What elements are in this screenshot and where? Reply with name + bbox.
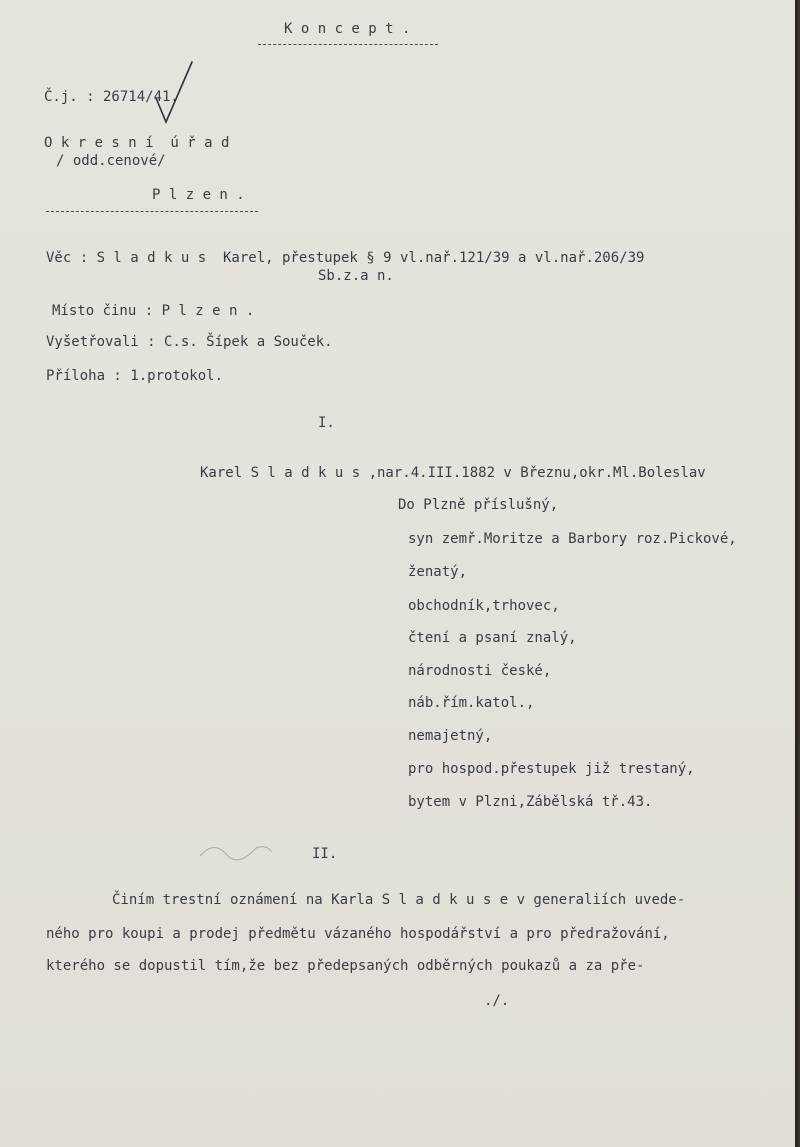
page-continuation-mark: ./. (484, 993, 510, 1009)
body-paragraph-line: kterého se dopustil tím,že bez předepsaných odběrných poukazů a za pře- (46, 958, 645, 974)
office-city: P l z e n . (152, 187, 245, 203)
title-underline (258, 44, 438, 45)
address-underline (46, 211, 258, 212)
personal-detail: nemajetný, (408, 728, 493, 744)
investigators: Vyšetřovali : C.s. Šípek a Souček. (46, 334, 333, 350)
reference-number: Č.j. : 26714/41. (44, 89, 179, 105)
personal-detail: obchodník,trhovec, (408, 598, 560, 614)
office-name: O k r e s n í ú ř a d (44, 135, 230, 151)
personal-detail: pro hospod.přestupek již trestaný, (408, 761, 695, 777)
section-two-numeral: II. (312, 846, 338, 862)
office-department: / odd.cenové/ (56, 153, 166, 169)
document-title: K o n c e p t . (284, 21, 411, 37)
check-mark-icon (152, 58, 196, 126)
personal-detail: syn zemř.Moritze a Barbory roz.Pickové, (408, 531, 737, 547)
personal-detail: ženatý, (408, 564, 468, 580)
personal-detail: Do Plzně příslušný, (398, 497, 559, 513)
faint-stamp-mark (196, 826, 276, 870)
body-paragraph-line: ného pro koupi a prodej předmětu vázaného hospodářství a pro předražování, (46, 926, 670, 942)
body-paragraph-line: Činím trestní oznámení na Karla S l a d k u s e v generaliích uvede- (112, 892, 686, 908)
personal-detail: národnosti české, (408, 663, 552, 679)
personal-detail: bytem v Plzni,Zábělská tř.43. (408, 794, 653, 810)
personal-detail: čtení a psaní znalý, (408, 630, 577, 646)
subject-line-continued: Sb.z.a n. (318, 268, 394, 284)
attachment: Příloha : 1.protokol. (46, 368, 224, 384)
section-one-numeral: I. (318, 415, 335, 431)
place-of-offence: Místo činu : P l z e n . (52, 303, 255, 319)
subject-line: Věc : S l a d k u s Karel, přestupek § 9 vl.nař.121/39 a vl.nař.206/39 (46, 250, 645, 266)
personal-detail: náb.řím.katol., (408, 695, 535, 711)
personal-intro: Karel S l a d k u s ,nar.4.III.1882 v Březnu,okr.Ml.Boleslav (200, 465, 706, 481)
page-edge (795, 0, 798, 1147)
